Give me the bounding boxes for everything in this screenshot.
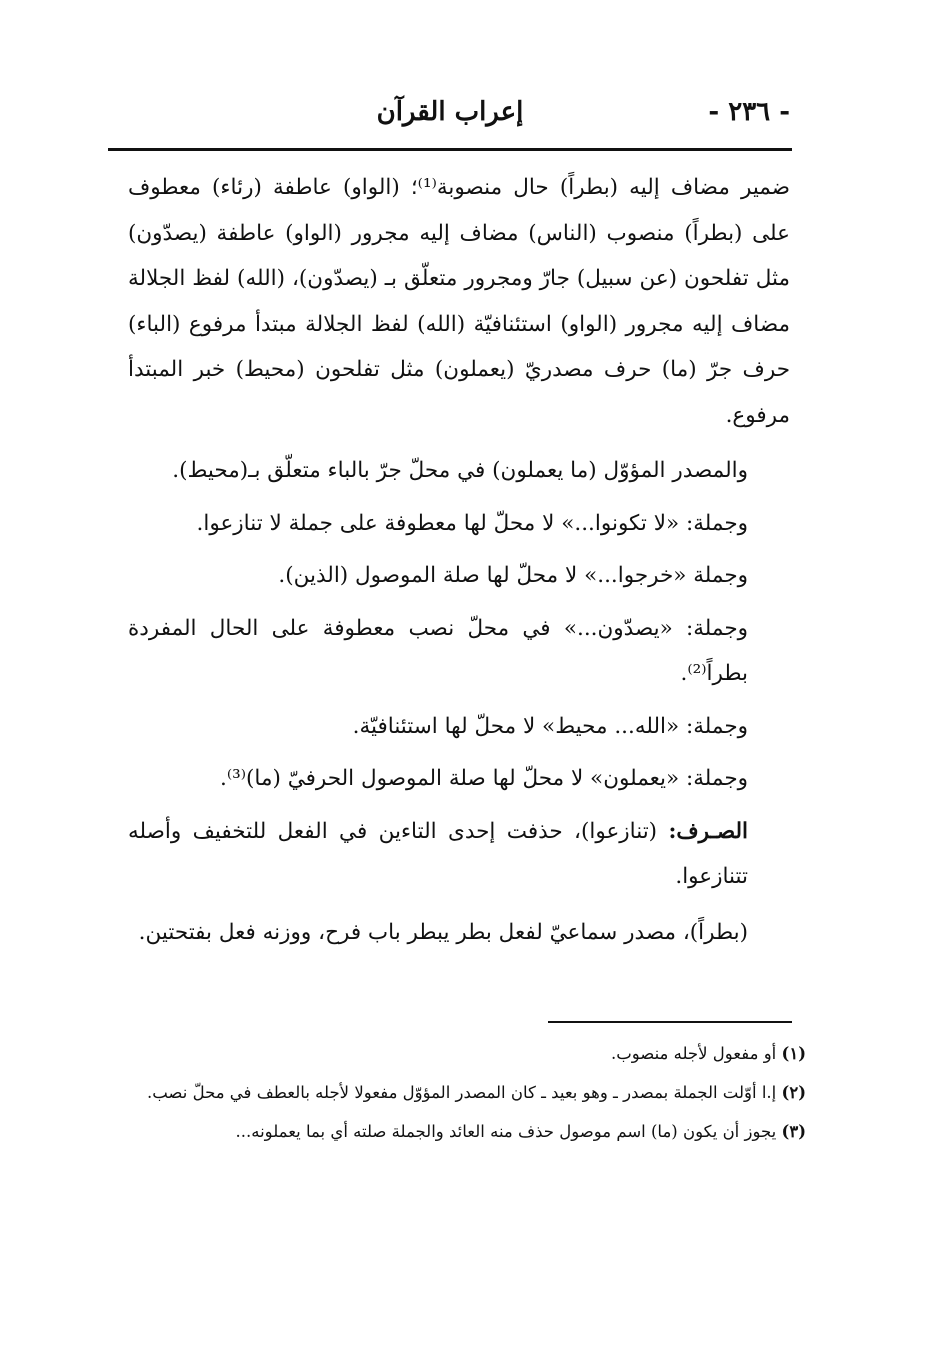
footnote-2 (140, 1075, 806, 1110)
footnote-number: (١) (781, 1044, 806, 1063)
paragraph-sentence-kharaju: وجملة «خرجوا...» لا محلّ لها صلة الموصول (الذين). (278, 563, 748, 588)
sarf-heading: الصـرف: (668, 818, 748, 844)
footnote-number: (٣) (781, 1122, 806, 1141)
paragraph-sentence-yamaluna: وجملة: «يعملون» لا محلّ لها صلة الموصول الحرفيّ (ما)⁽³⁾. (219, 766, 748, 791)
footnote-number: (٢) (781, 1083, 806, 1102)
footnote-text: إ.ا أوّلت الجملة بمصدر ـ وهو بعيد ـ كان المصدر المؤوّل مفعولا لأجله بالعطف في محلّ نصب. (146, 1083, 777, 1102)
paragraph-batara: (بطراً)، مصدر سماعيّ لفعل بطر يبطر باب فرح، ووزنه فعل بفتحتين. (138, 919, 748, 945)
book-title: إعراب القرآن (376, 97, 524, 127)
page-number: - ٢٣٦ - (708, 97, 790, 127)
paragraph-masdar: والمصدر المؤوّل (ما يعملون) في محلّ جرّ بالباء متعلّق بـ(محيط). (172, 458, 748, 483)
footnotes (140, 1036, 806, 1153)
paragraph-sarf (128, 809, 790, 900)
running-header (110, 92, 790, 132)
footnote-text: أو مفعول لأجله منصوب. (610, 1044, 777, 1063)
sarf-text: (تنازعوا)، حذفت إحدى التاءين في الفعل للتخفيف وأصله تتنازعوا. (128, 818, 748, 889)
paragraph-sentence-la-takunu: وجملة: «لا تكونوا...» لا محلّ لها معطوفة على جملة لا تنازعوا. (196, 510, 748, 536)
footnote-text: يجوز أن يكون (ما) اسم موصول حذف منه العائد والجملة صلته أي بما يعملونه... (235, 1122, 777, 1141)
paragraph-analysis: ضمير مضاف إليه (بطراً) حال منصوبة⁽¹⁾؛ (الواو) عاطفة (رئاء) معطوف على (بطراً) منصوب (الناس) مضاف إليه مجرور (الواو) عاطفة (يصدّون) مثل تفلحون (عن سبيل) جارّ ومجرور متعلّق بـ (يصدّون)، (الله) لفظ الجلالة مضاف إليه مجرور (الواو) استئنافيّة (الله) لفظ الجلالة مبتدأ مرفوع (الباء) حرف جرّ (ما) حرف مصدريّ (يعملون) مثل تفلحون (محيط) خبر المبتدأ مرفوع. (128, 175, 790, 428)
footnote-3 (140, 1114, 806, 1149)
footnote-rule (548, 1021, 792, 1023)
paragraph-sentence-yasudduna: وجملة: «يصدّون...» في محلّ نصب معطوفة على الحال المفردة بطراً⁽²⁾. (128, 615, 748, 686)
main-text (128, 165, 790, 962)
header-rule (108, 148, 792, 151)
footnote-1 (140, 1036, 806, 1071)
paragraph-sentence-allah-muhit: وجملة: «الله... محيط» لا محلّ لها استئنافيّة. (352, 713, 748, 739)
